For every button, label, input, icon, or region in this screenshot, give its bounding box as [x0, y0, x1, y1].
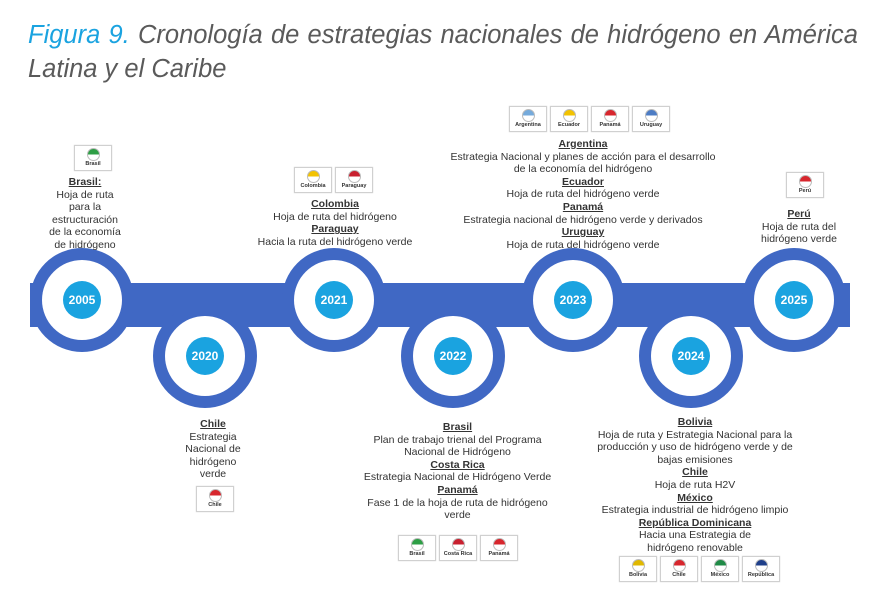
flags-2020 — [196, 486, 234, 512]
country-flag — [196, 486, 234, 512]
entry-2020 — [168, 418, 258, 481]
country-name: Brasil: — [68, 176, 102, 188]
entry-text: estructuración — [52, 213, 118, 226]
country-name: Uruguay — [561, 226, 605, 239]
entry-2025 — [752, 208, 846, 246]
flag-icon — [493, 538, 506, 551]
country-flag — [480, 535, 518, 561]
entry-2023 — [438, 138, 728, 251]
country-name: Bolivia — [677, 416, 713, 428]
country-flag — [294, 167, 332, 193]
country-name: Chile — [200, 418, 226, 430]
entry-text: hidrógeno — [189, 455, 237, 468]
year-label: 2020 — [191, 349, 219, 363]
country-flag — [398, 535, 436, 561]
country-name: Panamá — [562, 200, 604, 213]
country-name: Ecuador — [561, 175, 604, 188]
flag-icon — [522, 109, 535, 122]
entry-text: Hoja de ruta del hidrógeno verde — [506, 238, 660, 251]
country-flag — [550, 106, 588, 132]
entry-text: Hoja de ruta — [56, 188, 114, 201]
flags-2023 — [509, 106, 670, 132]
flag-icon — [645, 109, 658, 122]
flag-icon — [348, 170, 361, 183]
country-flag — [701, 556, 739, 582]
entry-text: Estrategia Nacional de Hidrógeno Verde — [363, 471, 552, 484]
country-flag — [335, 167, 373, 193]
year-node-2022 — [401, 304, 505, 408]
country-name: México — [677, 491, 713, 504]
flags-2025 — [786, 172, 824, 198]
flag-icon — [452, 538, 465, 551]
country-flag — [591, 106, 629, 132]
flag-label: Brasil — [409, 551, 425, 557]
flag-icon — [411, 538, 424, 551]
entry-text: Hacia una Estrategia de hidrógeno renovable — [638, 529, 752, 554]
country-name: Brasil — [442, 421, 473, 433]
figure-caption: Cronología de estrategias nacionales de hidrógeno en América Latina y el Caribe — [28, 21, 858, 83]
flag-icon — [209, 489, 222, 502]
flag-label: Argentina — [515, 122, 541, 128]
year-node-2024 — [639, 304, 743, 408]
country-flag — [786, 172, 824, 198]
entry-text: Hoja de ruta del hidrógeno — [273, 210, 397, 223]
year-label: 2024 — [677, 349, 705, 363]
entry-text: para la — [68, 201, 102, 214]
country-flag — [660, 556, 698, 582]
flag-icon — [673, 559, 686, 572]
country-flag — [509, 106, 547, 132]
flag-label: Paraguay — [341, 183, 367, 189]
flag-icon — [87, 148, 100, 161]
flag-label: Colombia — [300, 183, 326, 189]
entry-text: Fase 1 de la hoja de ruta de hidrógeno verde — [367, 496, 548, 522]
country-name: Colombia — [311, 198, 359, 210]
entry-text: Hoja de ruta del hidrógeno verde — [506, 188, 660, 201]
year-label: 2025 — [780, 293, 808, 307]
entry-2005 — [40, 176, 130, 252]
country-name: Perú — [787, 208, 811, 220]
entry-text: de hidrógeno — [54, 238, 116, 251]
country-name: Paraguay — [311, 223, 359, 236]
flags-2022 — [398, 535, 518, 561]
flag-label: Perú — [798, 188, 812, 194]
flag-icon — [563, 109, 576, 122]
entry-text: Hoja de ruta y Estrategia Nacional para la producción y uso de hidrógeno verde y de bajas emisiones — [597, 428, 793, 466]
entry-text: hidrógeno verde — [761, 233, 837, 246]
flag-label: Uruguay — [639, 122, 663, 128]
entry-text: Hacia la ruta del hidrógeno verde — [257, 235, 413, 248]
country-flag — [742, 556, 780, 582]
entry-2024 — [590, 416, 800, 555]
year-node-2020 — [153, 304, 257, 408]
flag-label: Bolivia — [628, 572, 648, 578]
entry-text: Nacional de — [185, 443, 241, 456]
flag-label: Chile — [208, 502, 222, 508]
flag-label: Panamá — [488, 551, 510, 557]
flag-icon — [799, 175, 812, 188]
flag-label: Chile — [672, 572, 686, 578]
country-name: Panamá — [437, 483, 478, 496]
flags-2005 — [74, 145, 112, 171]
entry-text: Plan de trabajo trienal del Programa Nacional de Hidrógeno — [373, 433, 542, 459]
country-name: Costa Rica — [430, 458, 485, 471]
country-name: Argentina — [558, 138, 608, 150]
entry-text: Estrategia Nacional y planes de acción para el desarrollo de la economía del hidrógeno — [450, 150, 716, 176]
country-name: República Dominicana — [638, 516, 752, 529]
flag-icon — [604, 109, 617, 122]
flag-label: República — [747, 572, 775, 578]
entry-text: Hoja de ruta del — [761, 220, 837, 233]
flags-2024 — [619, 556, 780, 582]
year-label: 2005 — [68, 293, 96, 307]
entry-text: Estrategia nacional de hidrógeno verde y derivados — [463, 213, 703, 226]
country-flag — [74, 145, 112, 171]
entry-text: de la economía — [49, 226, 121, 239]
year-node-2005 — [30, 248, 134, 352]
flag-label: Panamá — [599, 122, 621, 128]
country-flag — [632, 106, 670, 132]
year-label: 2022 — [439, 349, 467, 363]
flags-2021 — [294, 167, 373, 193]
entry-text: Estrategia — [189, 430, 237, 443]
year-label: 2021 — [320, 293, 348, 307]
flag-label: Costa Rica — [443, 551, 473, 557]
figure-number: Figura 9. — [28, 21, 130, 49]
entry-text: Hoja de ruta H2V — [654, 478, 736, 491]
year-node-2025 — [742, 248, 846, 352]
year-node-2021 — [282, 248, 386, 352]
country-flag — [439, 535, 477, 561]
year-node-2023 — [521, 248, 625, 352]
flag-label: Ecuador — [557, 122, 580, 128]
flag-label: México — [710, 572, 730, 578]
flag-label: Brasil — [85, 161, 101, 167]
country-name: Chile — [682, 466, 708, 479]
flag-icon — [632, 559, 645, 572]
entry-2021 — [240, 198, 430, 248]
flag-icon — [714, 559, 727, 572]
flag-icon — [307, 170, 320, 183]
entry-2022 — [355, 421, 560, 522]
country-flag — [619, 556, 657, 582]
flag-icon — [755, 559, 768, 572]
entry-text: verde — [199, 468, 227, 481]
year-label: 2023 — [559, 293, 587, 307]
entry-text: Estrategia industrial de hidrógeno limpio — [601, 504, 789, 517]
